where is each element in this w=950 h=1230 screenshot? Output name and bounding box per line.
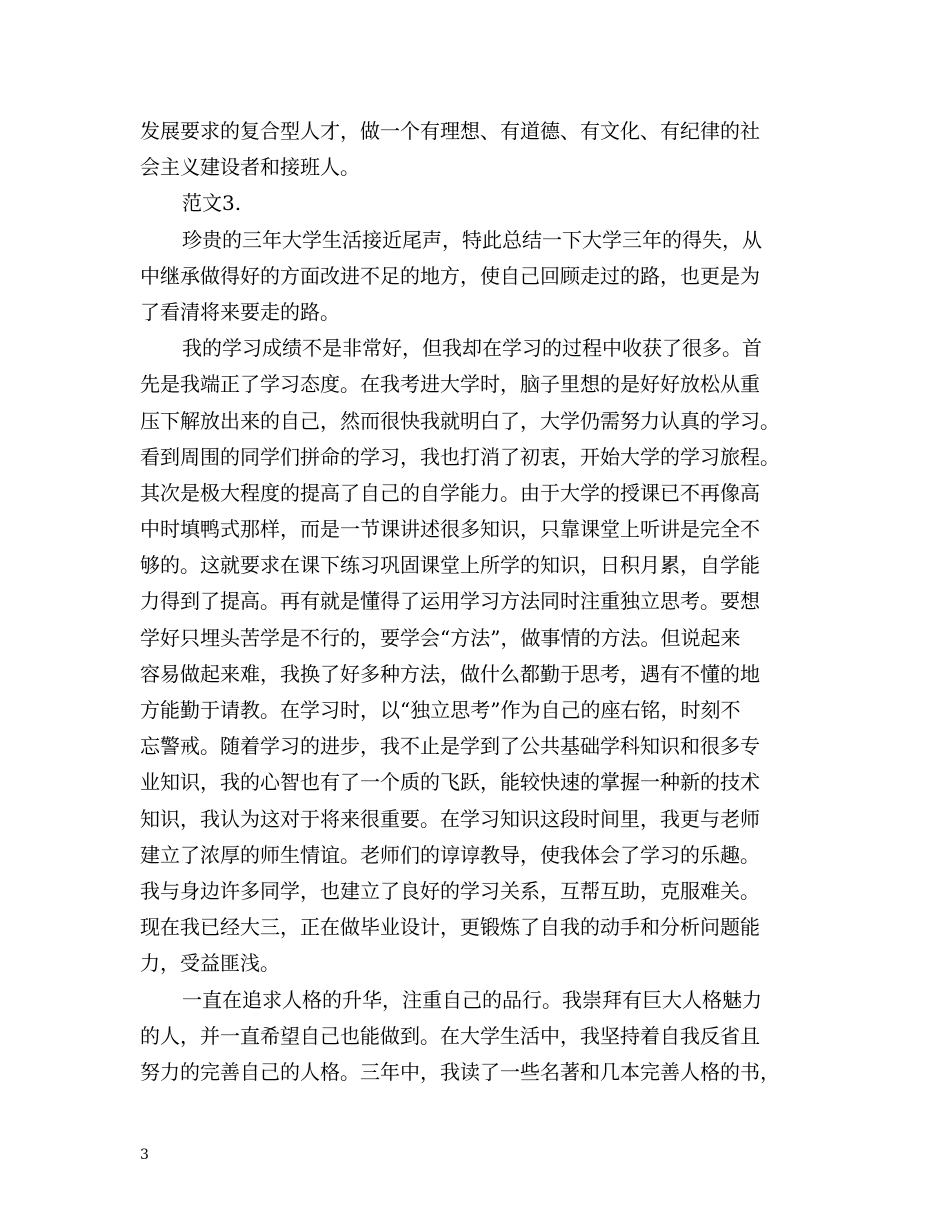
text-line: 珍贵的三年大学生活接近尾声，特此总结一下大学三年的得失，从 (182, 227, 762, 252)
text-line: 努力的完善自己的人格。三年中，我读了一些名著和几本完善人格的书， (140, 1059, 780, 1084)
text-line: 的人，并一直希望自己也能做到。在大学生活中，我坚持着自我反省且 (140, 1023, 760, 1048)
text-line: 发展要求的复合型人才，做一个有理想、有道德、有文化、有纪律的社 (140, 119, 760, 143)
text-line: 中继承做得好的方面改进不足的地方，使自己回顾走过的路，也更是为 (140, 263, 760, 288)
text-line: 其次是极大程度的提高了自己的自学能力。由于大学的授课已不再像高 (140, 480, 760, 505)
section-heading: 范文3. (182, 191, 242, 216)
text-line: 建立了浓厚的师生情谊。老师们的谆谆教导，使我体会了学习的乐趣。 (140, 842, 760, 867)
text-line: 中时填鸭式那样，而是一节课讲述很多知识，只靠课堂上听讲是完全不 (140, 517, 760, 542)
text-line: 了看清将来要走的路。 (140, 299, 340, 324)
text-line: 压下解放出来的自己，然而很快我就明白了，大学仍需努力认真的学习。 (140, 408, 780, 433)
text-line: 方能勤于请教。在学习时，以“独立思考”作为自己的座右铭，时刻不 (140, 698, 741, 722)
text-line: 先是我端正了学习态度。在我考进大学时，脑子里想的是好好放松从重 (140, 372, 760, 397)
text-line: 业知识，我的心智也有了一个质的飞跃，能较快速的掌握一种新的技术 (140, 770, 760, 795)
text-line: 忘警戒。随着学习的进步，我不止是学到了公共基础学科知识和很多专 (140, 734, 760, 759)
text-line: 力，受益匪浅。 (140, 951, 280, 976)
text-line: 看到周围的同学们拼命的学习，我也打消了初衷，开始大学的学习旅程。 (140, 444, 780, 469)
text-line: 一直在追求人格的升华，注重自己的品行。我崇拜有巨大人格魅力 (182, 987, 762, 1012)
page-number: 3 (140, 1147, 149, 1163)
text-line: 我的学习成绩不是非常好，但我却在学习的过程中收获了很多。首 (182, 336, 762, 361)
text-line: 学好只埋头苦学是不行的，要学会“方法”，做事情的方法。但说起来 (140, 625, 741, 650)
text-line: 现在我已经大三，正在做毕业设计，更锻炼了自我的动手和分析问题能 (140, 915, 760, 940)
text-line: 会主义建设者和接班人。 (140, 155, 360, 180)
text-line: 知识，我认为这对于将来很重要。在学习知识这段时间里，我更与老师 (140, 806, 760, 831)
text-line: 够的。这就要求在课下练习巩固课堂上所学的知识，日积月累，自学能 (140, 553, 760, 578)
text-line: 我与身边许多同学，也建立了良好的学习关系，互帮互助，克服难关。 (140, 878, 760, 903)
text-line: 容易做起来难，我换了好多种方法，做什么都勤于思考，遇有不懂的地 (140, 661, 760, 686)
body-text (140, 113, 820, 1090)
text-line: 力得到了提高。再有就是懂得了运用学习方法同时注重独立思考。要想 (140, 589, 760, 614)
